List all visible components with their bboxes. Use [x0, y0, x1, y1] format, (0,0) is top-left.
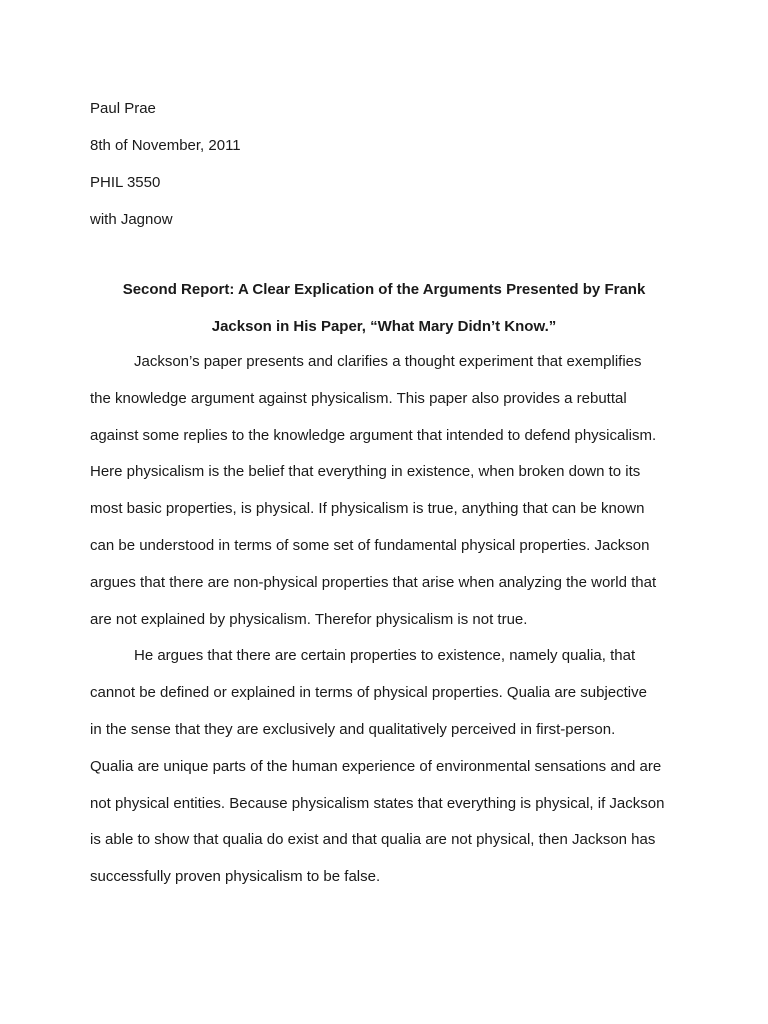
author-name: Paul Prae: [90, 100, 156, 117]
paragraph-line: is able to show that qualia do exist and that qualia are not physical, then Jackson has: [90, 831, 656, 849]
paragraph-line: the knowledge argument against physicalism. This paper also provides a rebuttal: [90, 389, 627, 407]
paragraph-line: in the sense that they are exclusively and qualitatively perceived in first-person.: [90, 720, 616, 738]
paragraph-line: He argues that there are certain properties to existence, namely qualia, that: [134, 647, 636, 665]
title-line: Second Report: A Clear Explication of the Arguments Presented by Frank: [122, 281, 646, 298]
paragraph-line: are not explained by physicalism. Therefor physicalism is not true.: [90, 610, 528, 628]
instructor-name: with Jagnow: [90, 211, 173, 228]
paragraph-line: most basic properties, is physical. If physicalism is true, anything that can be known: [90, 500, 645, 518]
document-title: [90, 271, 678, 345]
document-header: [90, 90, 690, 238]
document-date: 8th of November, 2011: [90, 137, 241, 154]
paragraph-line: not physical entities. Because physicalism states that everything is physical, if Jackson: [90, 794, 665, 812]
paragraph-1: [90, 344, 678, 638]
paragraph-line: Here physicalism is the belief that everything in existence, when broken down to its: [90, 463, 641, 481]
paragraph-line: argues that there are non-physical properties that arise when analyzing the world that: [90, 573, 657, 591]
paragraph-line: cannot be defined or explained in terms of physical properties. Qualia are subjective: [90, 684, 647, 702]
paragraph-line: successfully proven physicalism to be false.: [90, 868, 381, 886]
paragraph-2: [90, 638, 678, 896]
document-body: [90, 344, 678, 896]
paragraph-line: can be understood in terms of some set of fundamental physical properties. Jackson: [90, 536, 650, 554]
title-line: Jackson in His Paper, “What Mary Didn’t Know.”: [211, 318, 557, 335]
paragraph-line: Qualia are unique parts of the human experience of environmental sensations and are: [90, 757, 662, 775]
paragraph-line: against some replies to the knowledge argument that intended to defend physicalism.: [90, 426, 657, 444]
course-code: PHIL 3550: [90, 174, 161, 191]
paragraph-line: Jackson’s paper presents and clarifies a thought experiment that exemplifies: [134, 353, 642, 370]
